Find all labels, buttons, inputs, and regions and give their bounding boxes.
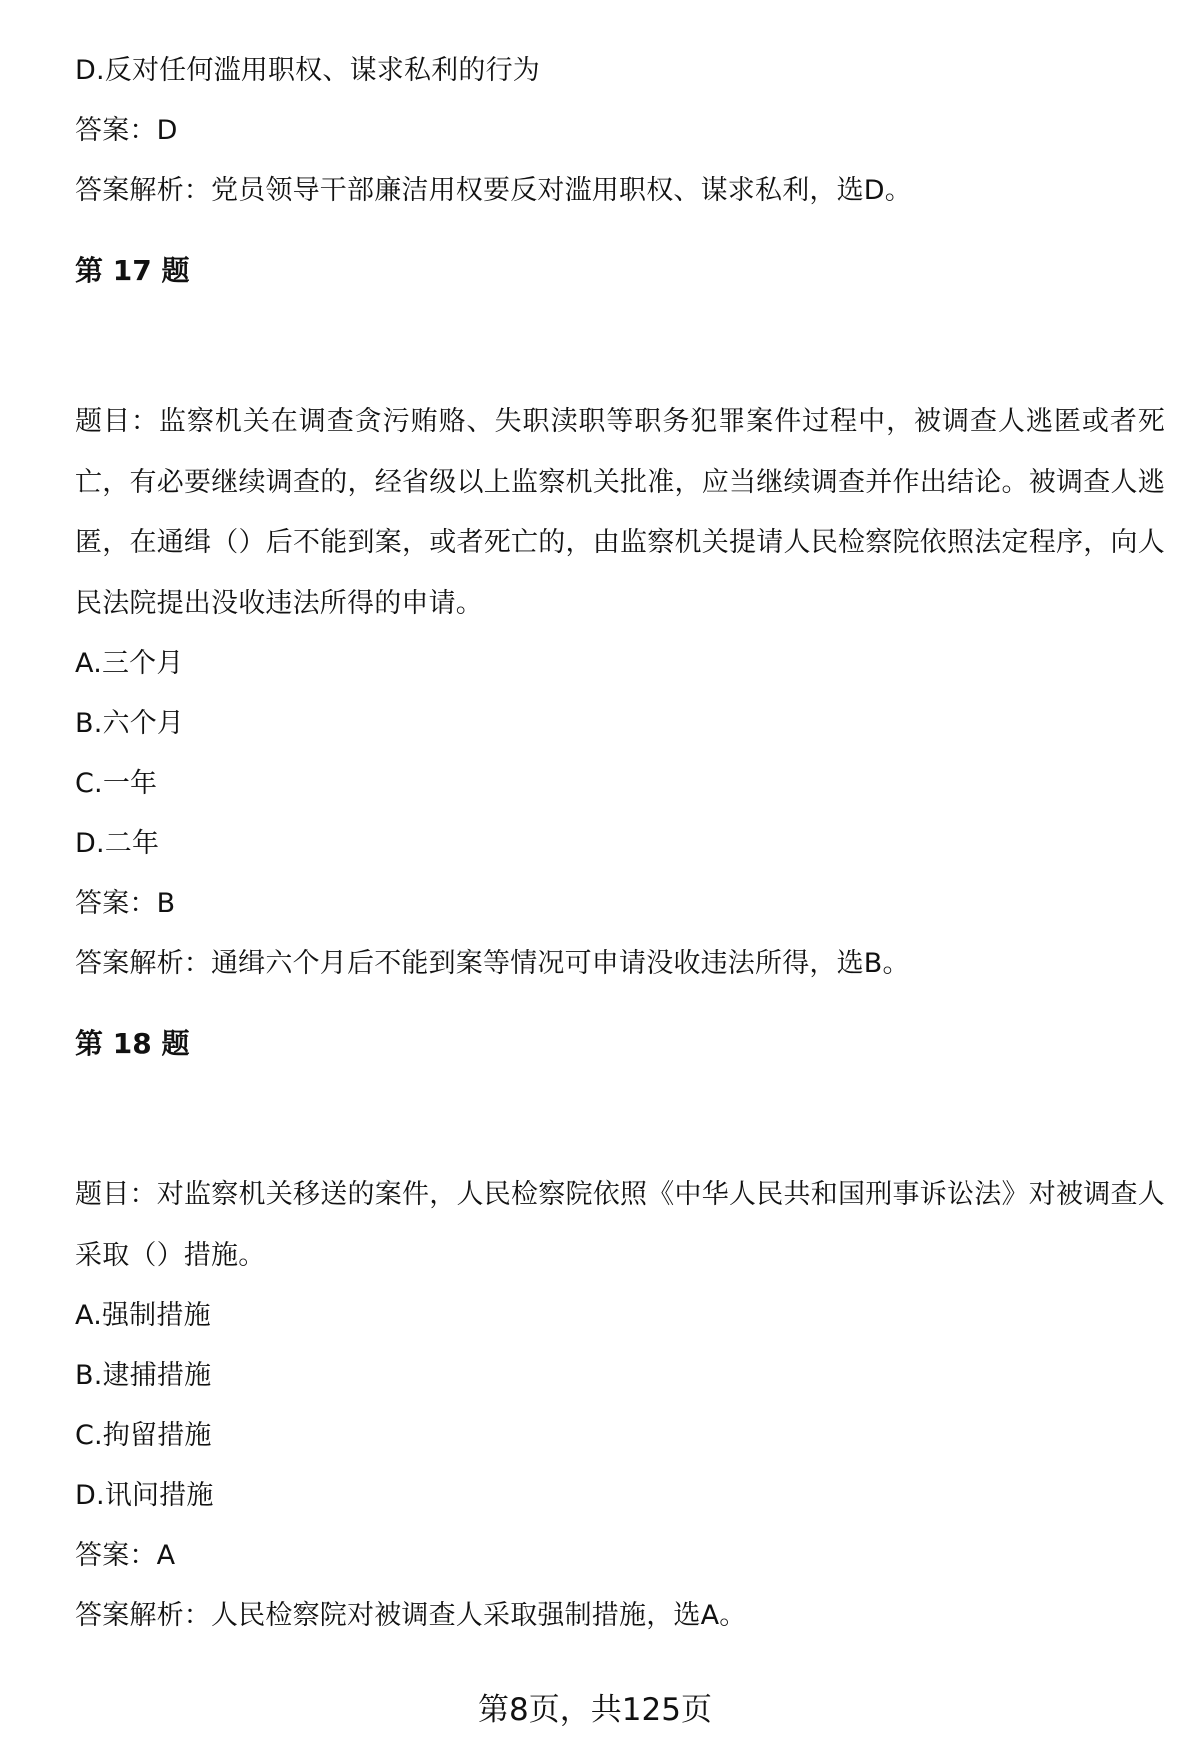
question-18-answer: 答案：A bbox=[75, 1540, 176, 1571]
prev-option-d: D.反对任何滥用职权、谋求私利的行为 bbox=[75, 55, 540, 86]
document-page bbox=[75, 0, 1165, 1646]
question-18-option-c: C.拘留措施 bbox=[75, 1420, 212, 1451]
page-number-footer: 第8页，共125页 bbox=[478, 1692, 712, 1728]
question-17-heading: 第 17 题 bbox=[75, 254, 190, 287]
question-17-option-a: A.三个月 bbox=[75, 648, 184, 679]
question-18-text: 题目：对监察机关移送的案件，人民检察院依照《中华人民共和国刑事诉讼法》对被调查人采取（）措施。 bbox=[75, 1179, 1165, 1271]
question-17-explanation: 答案解析：通缉六个月后不能到案等情况可申请没收违法所得，选B。 bbox=[75, 948, 910, 979]
prev-explanation: 答案解析：党员领导干部廉洁用权要反对滥用职权、谋求私利，选D。 bbox=[75, 175, 912, 206]
question-18-option-d: D.讯问措施 bbox=[75, 1480, 214, 1511]
question-18-explanation: 答案解析：人民检察院对被调查人采取强制措施，选A。 bbox=[75, 1600, 747, 1631]
prev-answer: 答案：D bbox=[75, 115, 178, 146]
question-17-option-b: B.六个月 bbox=[75, 708, 185, 739]
question-17-answer: 答案：B bbox=[75, 888, 176, 919]
question-18-option-b: B.逮捕措施 bbox=[75, 1360, 212, 1391]
question-17-option-d: D.二年 bbox=[75, 828, 160, 859]
question-17-text: 题目：监察机关在调查贪污贿赂、失职渎职等职务犯罪案件过程中，被调查人逃匿或者死亡，有必要继续调查的，经省级以上监察机关批准，应当继续调查并作出结论。被调查人逃匿，在通缉（）后不能到案，或者死亡的，由监察机关提请人民检察院依照法定程序，向人民法院提出没收违法所得的申请。 bbox=[75, 406, 1165, 619]
question-17-option-c: C.一年 bbox=[75, 768, 158, 799]
question-18-heading: 第 18 题 bbox=[75, 1027, 190, 1060]
question-18-option-a: A.强制措施 bbox=[75, 1300, 211, 1331]
